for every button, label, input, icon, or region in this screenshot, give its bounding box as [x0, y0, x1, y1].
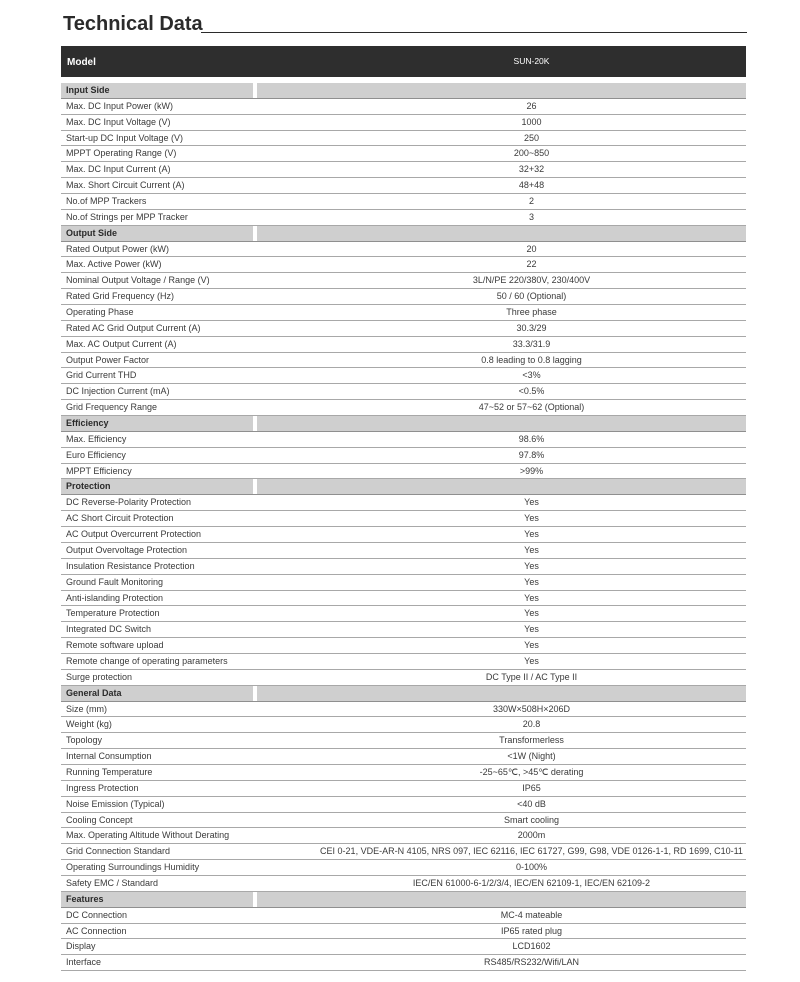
spec-value: 98.6% — [518, 433, 545, 444]
spec-row — [61, 749, 746, 765]
spec-label: MPPT Efficiency — [66, 465, 132, 476]
spec-label: DC Connection — [66, 909, 128, 920]
spec-label: Ground Fault Monitoring — [66, 576, 164, 587]
spec-value: <40 dB — [517, 798, 546, 809]
spec-row — [61, 828, 746, 844]
spec-row — [61, 797, 746, 813]
spec-row — [61, 924, 746, 940]
spec-row — [61, 464, 746, 480]
page-title: Technical Data — [63, 13, 203, 35]
spec-label: Ingress Protection — [66, 782, 139, 793]
spec-value: Yes — [524, 608, 539, 619]
spec-label: Integrated DC Switch — [66, 624, 152, 635]
spec-label: Temperature Protection — [66, 608, 160, 619]
section-title: General Data — [66, 687, 122, 698]
spec-row — [61, 860, 746, 876]
spec-value: 0-100% — [515, 862, 548, 873]
spec-value: Yes — [524, 624, 539, 635]
spec-row — [61, 606, 746, 622]
spec-label: Start-up DC Input Voltage (V) — [66, 132, 184, 143]
spec-row — [61, 717, 746, 733]
section-header — [61, 686, 746, 702]
section-header — [61, 83, 746, 99]
spec-value: 2000m — [517, 830, 546, 841]
spec-value: Three phase — [506, 307, 557, 318]
title-underline — [201, 32, 747, 33]
spec-row — [61, 353, 746, 369]
spec-label: No.of MPP Trackers — [66, 196, 147, 207]
spec-row — [61, 337, 746, 353]
spec-label: AC Output Overcurrent Protection — [66, 529, 202, 540]
spec-label: AC Connection — [66, 925, 127, 936]
spec-label: Max. Efficiency — [66, 433, 127, 444]
section-header — [61, 226, 746, 242]
section-band-right — [257, 226, 746, 241]
model-header-bar — [61, 46, 746, 77]
spec-row — [61, 908, 746, 924]
section-title: Protection — [66, 481, 111, 492]
section-header — [61, 479, 746, 495]
spec-row — [61, 844, 746, 860]
spec-value: 47~52 or 57~62 (Optional) — [478, 402, 585, 413]
section-title: Features — [66, 893, 104, 904]
spec-row — [61, 527, 746, 543]
spec-value: Yes — [524, 576, 539, 587]
spec-label: Interface — [66, 957, 102, 968]
spec-label: DC Injection Current (mA) — [66, 386, 170, 397]
spec-label: No.of Strings per MPP Tracker — [66, 211, 188, 222]
spec-label: MPPT Operating Range (V) — [66, 148, 177, 159]
spec-value: <1W (Night) — [507, 751, 556, 762]
spec-row — [61, 305, 746, 321]
spec-value: 33.3/31.9 — [512, 338, 551, 349]
spec-row — [61, 654, 746, 670]
spec-row — [61, 495, 746, 511]
spec-row — [61, 368, 746, 384]
model-label: Model — [67, 57, 96, 68]
spec-label: Output Overvoltage Protection — [66, 544, 188, 555]
spec-label: Max. AC Output Current (A) — [66, 338, 177, 349]
spec-value: 48+48 — [518, 180, 545, 191]
spec-row — [61, 146, 746, 162]
spec-label: AC Short Circuit Protection — [66, 513, 174, 524]
spec-value: 1000 — [521, 116, 542, 127]
spec-row — [61, 400, 746, 416]
spec-row — [61, 257, 746, 273]
spec-value: IP65 rated plug — [500, 925, 563, 936]
spec-value: Yes — [524, 497, 539, 508]
spec-value: 200~850 — [513, 148, 550, 159]
spec-label: Anti-islanding Protection — [66, 592, 164, 603]
spec-row — [61, 321, 746, 337]
spec-label: Noise Emission (Typical) — [66, 798, 165, 809]
spec-value: 26 — [526, 100, 537, 111]
spec-label: Operating Surroundings Humidity — [66, 862, 200, 873]
page-header — [63, 12, 747, 36]
spec-label: Rated Grid Frequency (Hz) — [66, 291, 175, 302]
spec-label: Safety EMC / Standard — [66, 877, 159, 888]
spec-row — [61, 432, 746, 448]
spec-value: CEI 0-21, VDE-AR-N 4105, NRS 097, IEC 62116, IEC 61727, G99, G98, VDE 0126-1-1, RD 1699, C10-11 — [320, 846, 743, 857]
spec-label: Max. DC Input Power (kW) — [66, 100, 174, 111]
spec-value: Yes — [524, 640, 539, 651]
spec-row — [61, 511, 746, 527]
section-band-right — [257, 892, 746, 907]
spec-label: Rated AC Grid Output Current (A) — [66, 322, 201, 333]
spec-row — [61, 178, 746, 194]
spec-value: <3% — [522, 370, 541, 381]
spec-value: DC Type II / AC Type II — [485, 671, 578, 682]
spec-label: Output Power Factor — [66, 354, 150, 365]
spec-label: Insulation Resistance Protection — [66, 560, 195, 571]
section-band-right — [257, 686, 746, 701]
spec-label: DC Reverse-Polarity Protection — [66, 497, 192, 508]
section-band-right — [257, 416, 746, 431]
spec-value: IP65 — [522, 782, 541, 793]
spec-table — [61, 83, 746, 971]
spec-row — [61, 670, 746, 686]
spec-value: Yes — [524, 544, 539, 555]
model-value: SUN-20K — [513, 56, 550, 66]
spec-label: Rated Output Power (kW) — [66, 243, 170, 254]
spec-value: 30.3/29 — [516, 322, 547, 333]
spec-label: Remote software upload — [66, 640, 164, 651]
spec-row — [61, 765, 746, 781]
spec-value: Yes — [524, 513, 539, 524]
section-title: Output Side — [66, 227, 117, 238]
spec-value: Yes — [524, 592, 539, 603]
spec-row — [61, 702, 746, 718]
spec-value: IEC/EN 61000-6-1/2/3/4, IEC/EN 62109-1, IEC/EN 62109-2 — [412, 877, 651, 888]
spec-value: >99% — [519, 465, 544, 476]
spec-label: Grid Connection Standard — [66, 846, 171, 857]
spec-row — [61, 448, 746, 464]
spec-label: Max. Short Circuit Current (A) — [66, 180, 185, 191]
spec-row — [61, 622, 746, 638]
spec-label: Max. DC Input Voltage (V) — [66, 116, 171, 127]
spec-row — [61, 289, 746, 305]
spec-label: Remote change of operating parameters — [66, 655, 228, 666]
spec-label: Running Temperature — [66, 766, 153, 777]
spec-row — [61, 194, 746, 210]
spec-row — [61, 939, 746, 955]
spec-row — [61, 273, 746, 289]
spec-row — [61, 876, 746, 892]
spec-label: Internal Consumption — [66, 751, 152, 762]
spec-row — [61, 99, 746, 115]
section-band-right — [257, 83, 746, 98]
spec-value: Transformerless — [499, 735, 564, 746]
spec-value: Yes — [524, 560, 539, 571]
spec-value: RS485/RS232/Wifi/LAN — [483, 957, 580, 968]
section-band-right — [257, 479, 746, 494]
spec-label: Nominal Output Voltage / Range (V) — [66, 275, 210, 286]
spec-value: 250 — [523, 132, 540, 143]
spec-row — [61, 384, 746, 400]
spec-label: Size (mm) — [66, 703, 107, 714]
section-title: Efficiency — [66, 418, 109, 429]
spec-value: 330W×508H×206D — [492, 703, 571, 714]
spec-row — [61, 162, 746, 178]
spec-value: -25~65℃, >45℃ derating — [479, 766, 584, 777]
spec-label: Operating Phase — [66, 307, 134, 318]
spec-value: 20.8 — [522, 719, 541, 730]
spec-value: 0.8 leading to 0.8 lagging — [481, 354, 582, 365]
spec-label: Grid Current THD — [66, 370, 137, 381]
spec-label: Cooling Concept — [66, 814, 133, 825]
spec-value: 3L/N/PE 220/380V, 230/400V — [472, 275, 591, 286]
spec-value: 3 — [528, 211, 534, 222]
spec-row — [61, 813, 746, 829]
section-header — [61, 892, 746, 908]
spec-label: Max. Active Power (kW) — [66, 259, 162, 270]
spec-value: Smart cooling — [503, 814, 560, 825]
spec-row — [61, 210, 746, 226]
spec-value: LCD1602 — [512, 941, 551, 952]
spec-row — [61, 638, 746, 654]
spec-label: Grid Frequency Range — [66, 402, 158, 413]
spec-row — [61, 781, 746, 797]
spec-label: Display — [66, 941, 96, 952]
spec-value: 20 — [526, 243, 537, 254]
spec-row — [61, 591, 746, 607]
spec-label: Surge protection — [66, 671, 133, 682]
spec-row — [61, 131, 746, 147]
spec-value: 97.8% — [518, 449, 545, 460]
spec-value: 32+32 — [518, 164, 545, 175]
spec-value: Yes — [524, 529, 539, 540]
spec-label: Max. DC Input Current (A) — [66, 164, 171, 175]
spec-label: Topology — [66, 735, 103, 746]
spec-value: 50 / 60 (Optional) — [496, 291, 567, 302]
spec-row — [61, 559, 746, 575]
spec-row — [61, 733, 746, 749]
spec-label: Weight (kg) — [66, 719, 112, 730]
spec-value: Yes — [524, 655, 539, 666]
spec-row — [61, 115, 746, 131]
section-header — [61, 416, 746, 432]
spec-row — [61, 955, 746, 971]
spec-label: Max. Operating Altitude Without Derating — [66, 830, 230, 841]
spec-row — [61, 543, 746, 559]
spec-value: MC-4 mateable — [500, 909, 563, 920]
section-title: Input Side — [66, 85, 110, 95]
spec-value: 22 — [526, 259, 537, 270]
spec-value: 2 — [528, 196, 534, 207]
spec-value: <0.5% — [518, 386, 545, 397]
spec-label: Euro Efficiency — [66, 449, 126, 460]
spec-row — [61, 575, 746, 591]
spec-row — [61, 242, 746, 258]
